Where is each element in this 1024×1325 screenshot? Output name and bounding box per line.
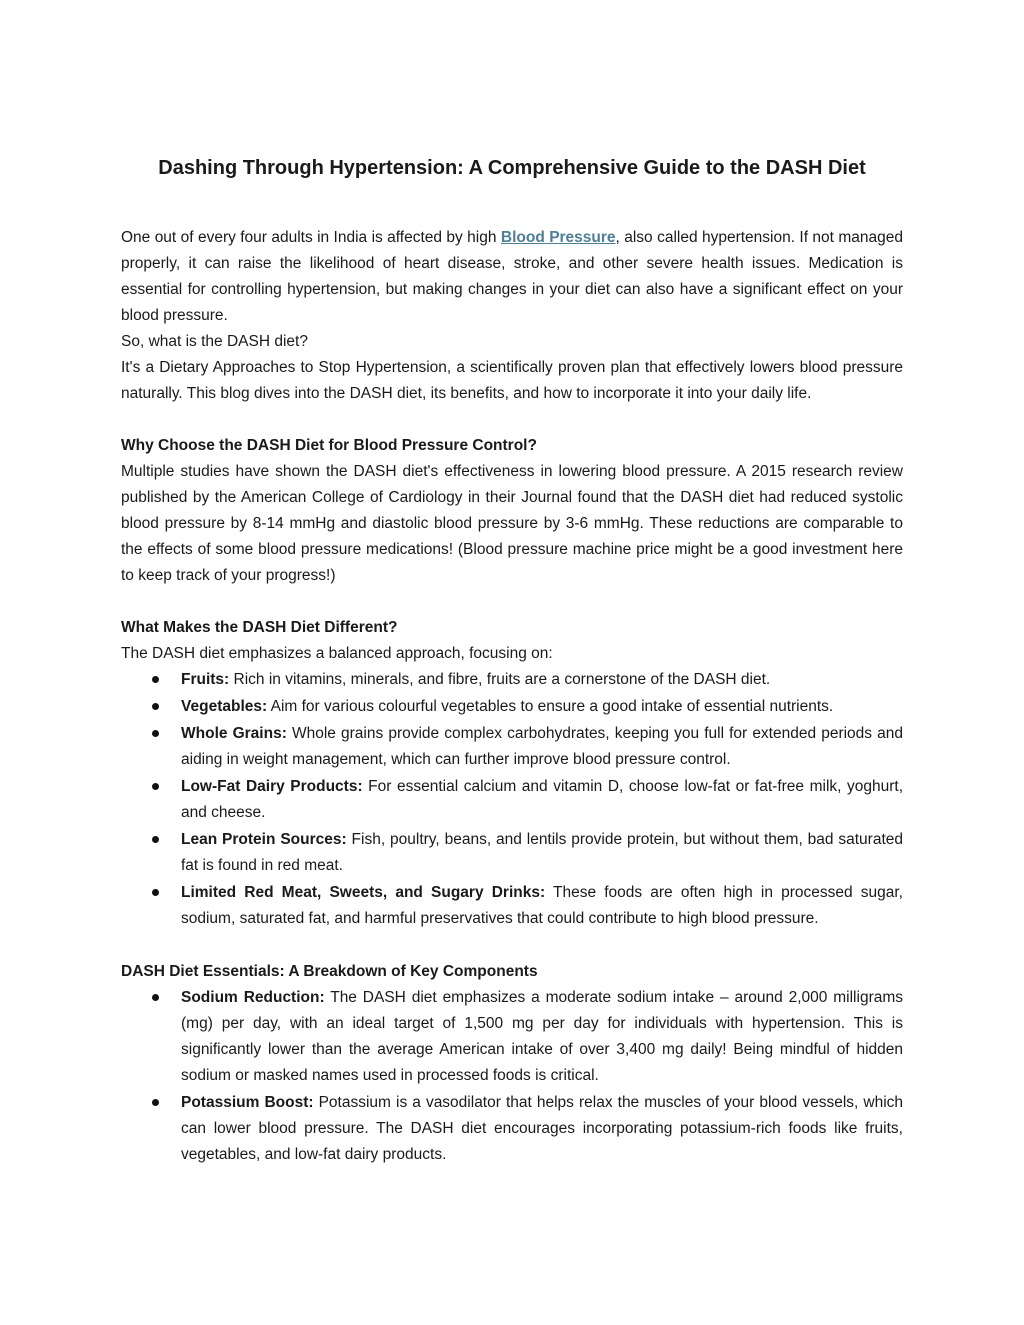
page-title: Dashing Through Hypertension: A Comprehensive Guide to the DASH Diet: [158, 157, 866, 179]
intro-text-end: , also called hypertension. If not managed properly, it can raise the likelihood of heart disease, stroke, and other severe health issues. Medication is essential for controlling hypertension, but making changes in your diet can also have a significant effect on your blood pressure.: [121, 229, 904, 324]
item-text: The DASH diet emphasizes a moderate sodium intake – around 2,000 milligrams (mg) per day, with an ideal target of 1,500 mg per day for individuals with hypertension. This is significantly lower than the average American intake of over 3,400 mg daily! Being mindful of hidden sodium or masked names used in processed foods is critical.: [181, 989, 904, 1084]
intro-paragraph: [121, 225, 903, 329]
section-heading-dash-essentials: DASH Diet Essentials: A Breakdown of Key Components: [121, 963, 538, 980]
list-item: [121, 985, 903, 1089]
item-text: For essential calcium and vitamin D, choose low-fat or fat-free milk, yoghurt, and cheese.: [181, 778, 903, 821]
item-label: Limited Red Meat, Sweets, and Sugary Drinks:: [181, 884, 546, 901]
section-heading-what-makes-different: What Makes the DASH Diet Different?: [121, 619, 398, 636]
list-item: [121, 721, 903, 773]
item-text: Rich in vitamins, minerals, and fibre, fruits are a cornerstone of the DASH diet.: [229, 671, 771, 688]
item-text: Fish, poultry, beans, and lentils provide protein, but without them, bad saturated fat is found in red meat.: [181, 831, 904, 874]
item-text: Aim for various colourful vegetables to ensure a good intake of essential nutrients.: [267, 698, 834, 715]
bullet-icon: [152, 1099, 159, 1106]
dash-definition: It's a Dietary Approaches to Stop Hypertension, a scientifically proven plan that effectively lowers blood pressure naturally. This blog dives into the DASH diet, its benefits, and how to incorporate it into your daily life.: [121, 359, 903, 402]
item-label: Lean Protein Sources:: [181, 831, 347, 848]
list-item: [121, 880, 903, 932]
bullet-icon: [152, 836, 159, 843]
item-text: Potassium is a vasodilator that helps relax the muscles of your blood vessels, which can lower blood pressure. The DASH diet encourages incorporating potassium-rich foods like fruits, vegetables, and low-fat dairy products.: [181, 1094, 904, 1163]
bullet-icon: [152, 994, 159, 1001]
food-groups-list: [121, 667, 903, 932]
item-label: Potassium Boost:: [181, 1094, 314, 1111]
bullet-icon: [152, 676, 159, 683]
list-item: [121, 694, 903, 720]
item-text: These foods are often high in processed sugar, sodium, saturated fat, and harmful preservatives that could contribute to high blood pressure.: [181, 884, 903, 927]
article-body: [121, 225, 903, 1169]
bullet-icon: [152, 783, 159, 790]
bullet-icon: [152, 889, 159, 896]
section-heading-why-choose: Why Choose the DASH Diet for Blood Pressure Control?: [121, 437, 537, 454]
list-item: [121, 774, 903, 826]
list-item: [121, 827, 903, 879]
item-label: Sodium Reduction:: [181, 989, 325, 1006]
list-item: [121, 667, 903, 693]
blood-pressure-link[interactable]: Blood Pressure: [500, 229, 616, 246]
bullet-icon: [152, 703, 159, 710]
item-label: Low-Fat Dairy Products:: [181, 778, 363, 795]
item-label: Whole Grains:: [181, 725, 287, 742]
item-text: Whole grains provide complex carbohydrates, keeping you full for extended periods and aiding in weight management, which can further improve blood pressure control.: [181, 725, 903, 768]
bullet-icon: [152, 730, 159, 737]
section-body-why-choose: Multiple studies have shown the DASH diet's effectiveness in lowering blood pressure. A 2015 research review published by the American College of Cardiology in their Journal found that the DASH diet had reduced systolic blood pressure by 8-14 mmHg and diastolic blood pressure by 3-6 mmHg. These reductions are comparable to the effects of some blood pressure medications! (Blood pressure machine price might be a good investment here to keep track of your progress!): [121, 463, 903, 584]
item-label: Vegetables:: [181, 698, 268, 715]
intro-text-start: One out of every four adults in India is affected by high: [121, 229, 501, 246]
dash-question: So, what is the DASH diet?: [121, 333, 308, 350]
list-item: [121, 1090, 903, 1168]
key-components-list: [121, 985, 903, 1168]
section-intro-what-makes-different: The DASH diet emphasizes a balanced approach, focusing on:: [121, 645, 553, 662]
item-label: Fruits:: [181, 671, 230, 688]
